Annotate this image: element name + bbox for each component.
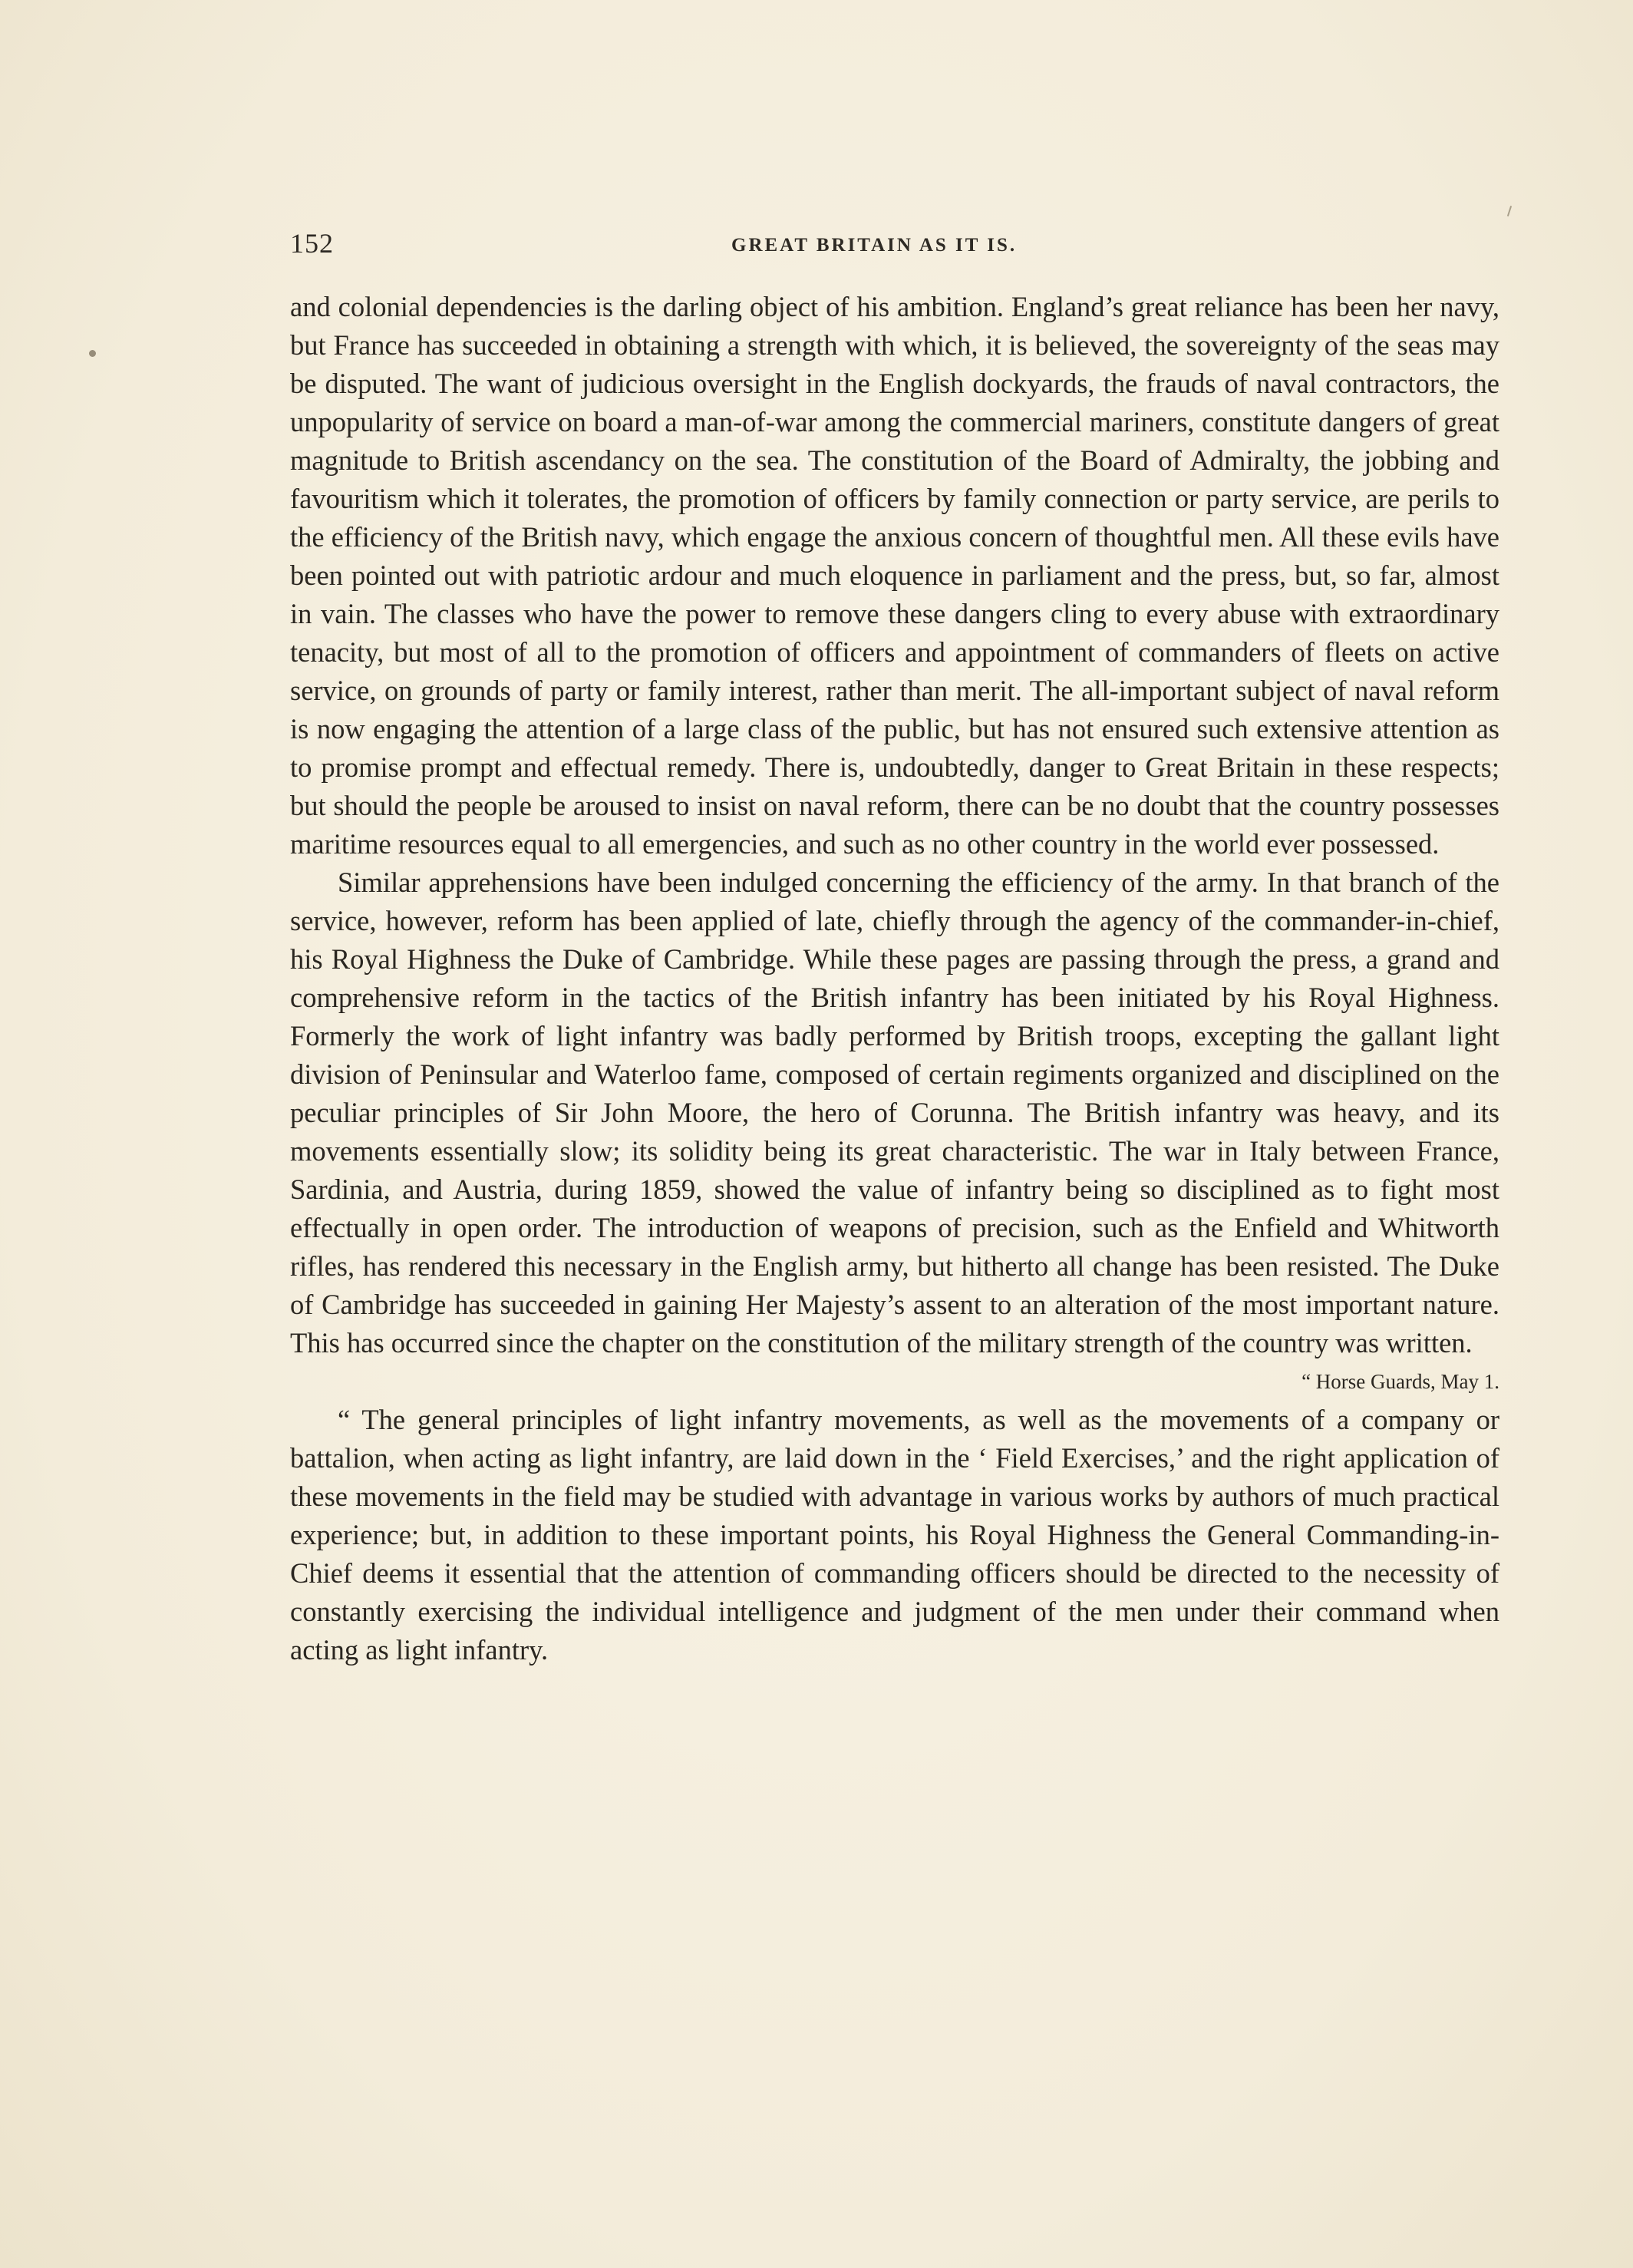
quoted-memorandum: “ The general principles of light infantry movements, as well as the movements of a company or battalion, when acting as light infantry, are laid down in the ‘ Field Exercises,’ and the right application of these movements in the field may be studied with advantage in various works by authors of much practical experience; but, in addition to these important points, his Royal Highness the General Commanding-in-Chief deems it essential that the attention of commanding officers should be directed to the necessity of constantly exercising the individual intelligence and judgment of the men under their command when acting as light infantry.	[290, 1404, 1499, 1666]
paragraph-army-reform: Similar apprehensions have been indulged concerning the efficiency of the army. In that branch of the service, however, reform has been applied of late, chiefly through the agency of the commander-in-chief, his Royal Highness the Duke of Cambridge. While these pages are passing through the press, a grand and comprehensive reform in the tactics of the British infantry has been initiated by his Royal Highness. Formerly the work of light infantry was badly performed by British troops, excepting the gallant light division of Peninsular and Waterloo fame, composed of certain regiments organized and disciplined on the peculiar principles of Sir John Moore, the hero of Corunna. The British infantry was heavy, and its movements essentially slow; its solidity being its great characteristic. The war in Italy between France, Sardinia, and Austria, during 1859, showed the value of infantry being so disciplined as to fight most effectually in open order. The introduction of weapons of precision, such as the Enfield and Whitworth rifles, has rendered this necessary in the English army, but hitherto all change has been resisted. The Duke of Cambridge has succeeded in gaining Her Majesty’s assent to an alteration of the most important nature. This has occurred since the chapter on the constitution of the military strength of the country was written.	[290, 867, 1499, 1358]
page-header	[290, 227, 1503, 266]
ink-spot	[89, 350, 96, 357]
margin-mark	[1507, 206, 1512, 216]
page-number: 152	[290, 228, 334, 259]
dateline: “ Horse Guards, May 1.	[1301, 1370, 1499, 1393]
running-title: GREAT BRITAIN AS IT IS.	[731, 235, 1018, 256]
body-text	[290, 288, 1499, 1669]
paragraph-continued: and colonial dependencies is the darling object of his ambition. England’s great reliance has been her navy, but France has succeeded in obtaining a strength with which, it is believed, the sovereignty of the seas may be disputed. The want of judicious oversight in the English dockyards, the frauds of naval contractors, the unpopularity of service on board a man-of-war among the commercial mariners, constitute dangers of great magnitude to British ascendancy on the sea. The constitution of the Board of Admiralty, the jobbing and favouritism which it tolerates, the promotion of officers by family connection or party service, are perils to the efficiency of the British navy, which engage the anxious concern of thoughtful men. All these evils have been pointed out with patriotic ardour and much eloquence in parliament and the press, but, so far, almost in vain. The classes who have the power to remove these dangers cling to every abuse with extraordinary tenacity, but most of all to the promotion of officers and appointment of commanders of fleets on active service, on grounds of party or family interest, rather than merit. The all-important subject of naval reform is now engaging the attention of a large class of the public, but has not ensured such extensive attention as to promise prompt and effectual remedy. There is, undoubtedly, danger to Great Britain in these respects; but should the people be aroused to insist on naval reform, there can be no doubt that the country possesses maritime resources equal to all emergencies, and such as no other country in the world ever possessed.	[290, 291, 1499, 860]
